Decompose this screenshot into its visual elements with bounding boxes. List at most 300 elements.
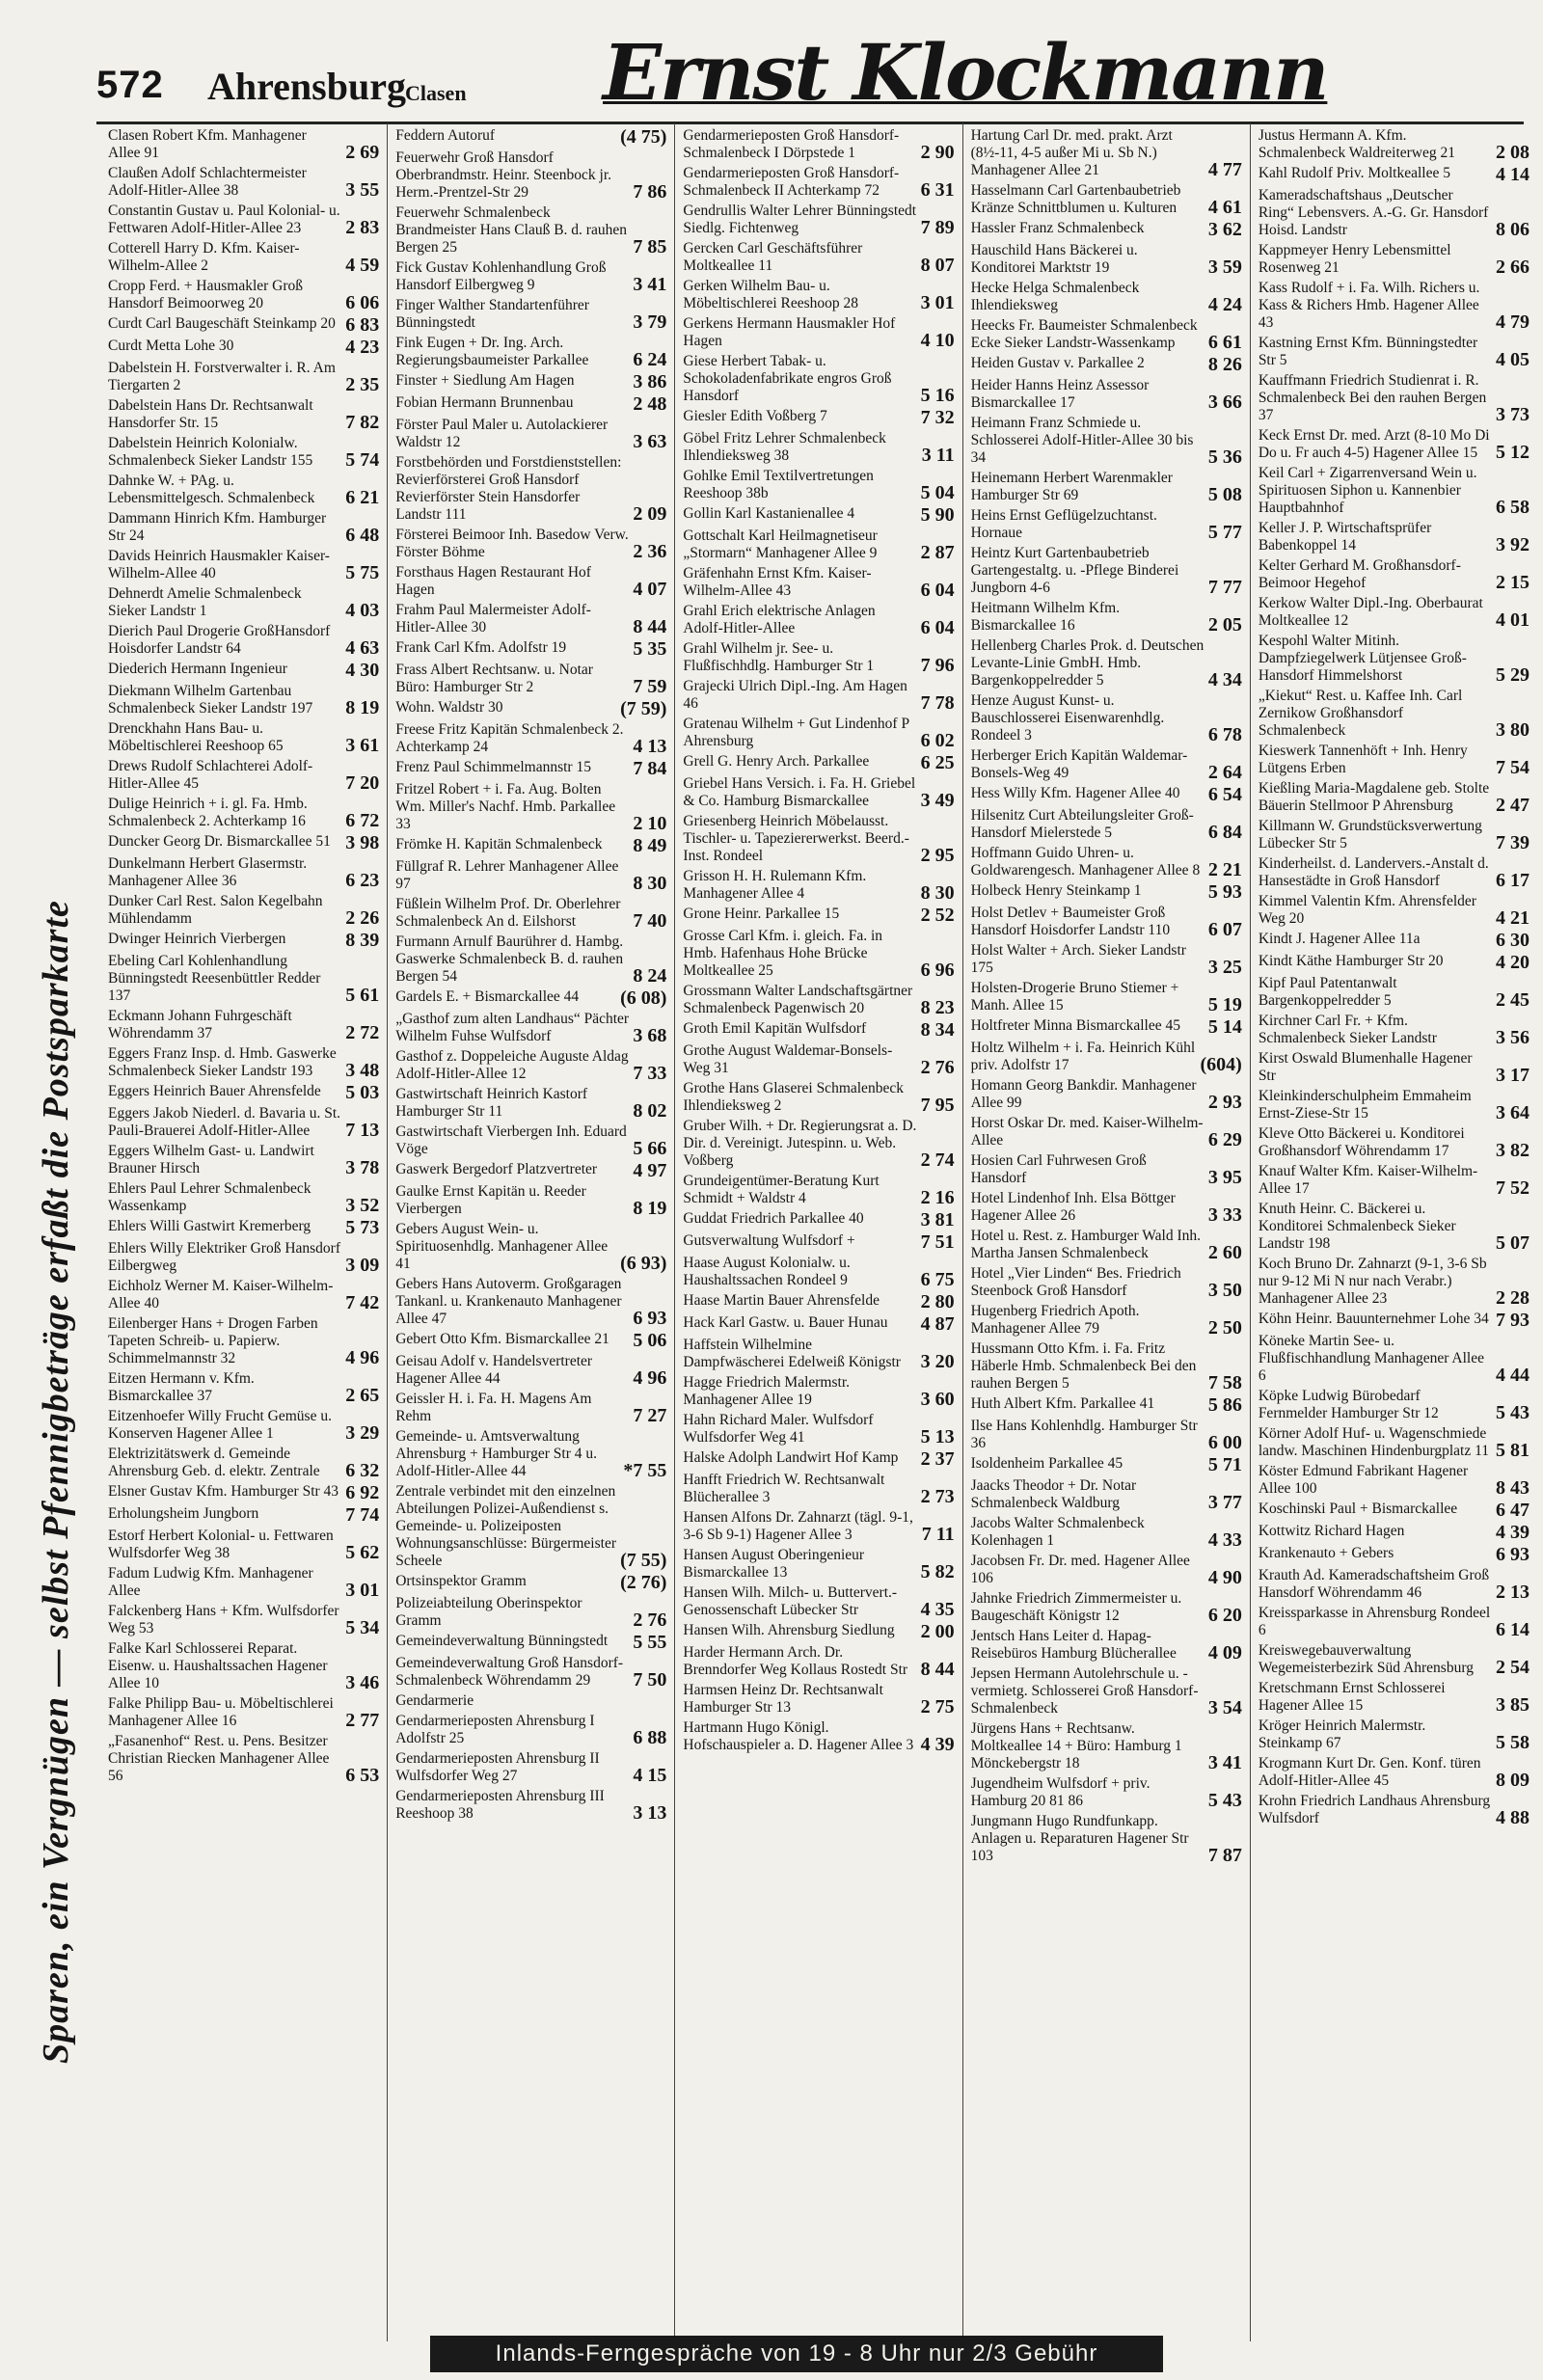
entry-text: Kreissparkasse in Ahrensburg Rondeel 6 bbox=[1258, 1605, 1491, 1638]
directory-entry bbox=[108, 1315, 379, 1367]
entry-phone: 4 21 bbox=[1496, 907, 1530, 929]
directory-entry bbox=[108, 360, 379, 394]
entry-text: Hosien Carl Fuhrwesen Groß Hansdorf bbox=[970, 1152, 1147, 1186]
entry-phone: 6 54 bbox=[1207, 784, 1242, 805]
directory-entry bbox=[971, 1303, 1242, 1338]
directory-entry bbox=[683, 603, 954, 637]
entry-phone: 7 89 bbox=[920, 217, 955, 238]
entry-text: Feddern Autoruf bbox=[395, 127, 496, 144]
entry-phone: 7 51 bbox=[920, 1231, 955, 1253]
entry-text: Kerkow Walter Dipl.-Ing. Oberbaurat Moltkeallee 12 bbox=[1258, 595, 1483, 629]
directory-entry bbox=[108, 1278, 379, 1312]
entry-phone: 4 14 bbox=[1496, 164, 1530, 185]
directory-column bbox=[387, 123, 674, 2341]
entry-phone: 3 62 bbox=[1207, 219, 1242, 240]
entry-phone: 3 13 bbox=[633, 1802, 667, 1824]
entry-phone: 3 61 bbox=[345, 735, 380, 756]
entry-phone: 8 34 bbox=[920, 1019, 955, 1041]
directory-entry bbox=[1259, 427, 1529, 462]
entry-text: Frass Albert Rechtsanw. u. Notar Büro: Hamburger Str 2 bbox=[395, 662, 593, 695]
entry-phone: 3 11 bbox=[921, 445, 955, 466]
directory-entry bbox=[108, 240, 379, 275]
entry-phone: 5 43 bbox=[1207, 1790, 1242, 1811]
directory-entry bbox=[971, 1455, 1242, 1474]
entry-text: Kottwitz Richard Hagen bbox=[1258, 1523, 1405, 1539]
page-number: 572 bbox=[96, 64, 164, 106]
entry-phone: 5 55 bbox=[633, 1632, 667, 1653]
directory-entry bbox=[683, 1292, 954, 1312]
directory-entry bbox=[971, 1590, 1242, 1625]
entry-phone: 3 20 bbox=[920, 1351, 955, 1372]
entry-text: Kirst Oswald Blumenhalle Hagener Str bbox=[1258, 1050, 1473, 1084]
entry-phone: (4 75) bbox=[620, 126, 667, 148]
entry-text: Füßlein Wilhelm Prof. Dr. Oberlehrer Schmalenbeck An d. Eilshorst bbox=[395, 896, 621, 930]
entry-phone: 6 84 bbox=[1207, 822, 1242, 843]
directory-entry bbox=[395, 1221, 666, 1273]
entry-phone: 6 93 bbox=[633, 1308, 667, 1329]
entry-phone: 2 16 bbox=[920, 1187, 955, 1208]
entry-text: Falckenberg Hans + Kfm. Wulfsdorfer Weg 53 bbox=[108, 1603, 339, 1636]
directory-entry bbox=[108, 1083, 379, 1102]
directory-entry bbox=[395, 1183, 666, 1218]
entry-phone: 8 07 bbox=[920, 255, 955, 276]
entry-text: Grajecki Ulrich Dipl.-Ing. Am Hagen 46 bbox=[683, 678, 907, 712]
entry-phone: 6 75 bbox=[920, 1269, 955, 1290]
entry-text: Köhn Heinr. Bauunternehmer Lohe 34 bbox=[1258, 1311, 1489, 1327]
directory-entry bbox=[108, 548, 379, 582]
entry-phone: 8 43 bbox=[1496, 1477, 1530, 1499]
entry-phone: 7 39 bbox=[1496, 832, 1530, 853]
directory-entry bbox=[971, 637, 1242, 690]
entry-text: „Gasthof zum alten Landhaus“ Pächter Wilhelm Fuhse Wulfsdorf bbox=[395, 1011, 630, 1044]
entry-phone: 4 96 bbox=[633, 1367, 667, 1389]
directory-entry bbox=[1259, 520, 1529, 554]
entry-phone: 2 64 bbox=[1207, 762, 1242, 783]
entry-phone: 2 00 bbox=[920, 1621, 955, 1642]
entry-text: Grossmann Walter Landschaftsgärtner Schmalenbeck Pagenwisch 20 bbox=[683, 983, 913, 1016]
entry-phone: 4 09 bbox=[1207, 1642, 1242, 1663]
entry-phone: 7 74 bbox=[345, 1504, 380, 1526]
entry-phone: 3 64 bbox=[1496, 1102, 1530, 1123]
page-header bbox=[96, 27, 1524, 124]
entry-phone: 7 87 bbox=[1207, 1845, 1242, 1866]
entry-text: Gottschalt Karl Heilmagnetiseur „Stormarn“ Manhagener Allee 9 bbox=[683, 527, 878, 561]
entry-phone: 2 15 bbox=[1496, 572, 1530, 593]
entry-phone: 2 66 bbox=[1496, 257, 1530, 278]
directory-entry bbox=[683, 1042, 954, 1077]
entry-phone: 8 19 bbox=[345, 697, 380, 718]
entry-text: Heins Ernst Geflügelzuchtanst. Hornaue bbox=[970, 507, 1157, 541]
entry-phone: (7 55) bbox=[620, 1550, 667, 1571]
directory-entry bbox=[683, 505, 954, 525]
entry-phone: 4 33 bbox=[1207, 1529, 1242, 1551]
entry-phone: 2 65 bbox=[345, 1385, 380, 1406]
entry-phone: 2 77 bbox=[345, 1710, 380, 1731]
entry-phone: 2 36 bbox=[633, 541, 667, 562]
directory-entry bbox=[1259, 780, 1529, 815]
entry-phone: 8 26 bbox=[1207, 354, 1242, 375]
entry-phone: 3 01 bbox=[920, 292, 955, 313]
entry-text: Harmsen Heinz Dr. Rechtsanwalt Hamburger Str 13 bbox=[683, 1682, 883, 1716]
entry-text: Heecks Fr. Baumeister Schmalenbeck Ecke Sieker Landstr-Wassenkamp bbox=[970, 317, 1198, 351]
entry-phone: 6 02 bbox=[920, 730, 955, 751]
entry-phone: 6 29 bbox=[1207, 1129, 1242, 1150]
directory-entry bbox=[108, 435, 379, 470]
entry-phone: 3 82 bbox=[1496, 1140, 1530, 1161]
directory-entry bbox=[1259, 1125, 1529, 1160]
entry-text: Jungmann Hugo Rundfunkapp. Anlagen u. Reparaturen Hagener Str 103 bbox=[970, 1813, 1189, 1864]
directory-entry bbox=[1259, 557, 1529, 592]
entry-text: Ortsinspektor Gramm bbox=[395, 1573, 527, 1589]
directory-entry bbox=[683, 353, 954, 405]
entry-phone: (2 76) bbox=[620, 1572, 667, 1593]
entry-phone: 7 82 bbox=[345, 412, 380, 433]
entry-text: Jahnke Friedrich Zimmermeister u. Baugeschäft Königstr 12 bbox=[970, 1590, 1182, 1624]
entry-text: Fink Eugen + Dr. Ing. Arch. Regierungsbaumeister Parkallee bbox=[395, 335, 589, 368]
entry-phone: 6 14 bbox=[1496, 1619, 1530, 1640]
directory-entry bbox=[971, 1720, 1242, 1772]
range-word: Clasen bbox=[405, 81, 467, 105]
directory-entry bbox=[971, 785, 1242, 804]
directory-entry bbox=[1259, 1311, 1529, 1330]
entry-phone: 2 76 bbox=[920, 1057, 955, 1078]
entry-text: Gruber Wilh. + Dr. Regierungsrat a. D. Dir. d. Vereinigt. Jutespinn. u. Web. Voßberg bbox=[683, 1118, 917, 1169]
entry-phone: 3 66 bbox=[1207, 392, 1242, 413]
entry-phone: 8 44 bbox=[633, 616, 667, 637]
directory-entry bbox=[395, 1788, 666, 1823]
directory-entry bbox=[108, 315, 379, 335]
entry-text: Elektrizitätswerk d. Gemeinde Ahrensburg Geb. d. elektr. Zentrale bbox=[108, 1446, 320, 1479]
entry-phone: 7 40 bbox=[633, 910, 667, 932]
directory-entry bbox=[108, 1370, 379, 1405]
entry-text: Guddat Friedrich Parkallee 40 bbox=[683, 1210, 864, 1227]
entry-text: Fobian Hermann Brunnenbau bbox=[395, 394, 574, 411]
directory-entry bbox=[971, 1813, 1242, 1865]
directory-entry bbox=[971, 507, 1242, 542]
directory-entry bbox=[395, 259, 666, 294]
entry-text: Cotterell Harry D. Kfm. Kaiser-Wilhelm-Allee 2 bbox=[108, 240, 300, 274]
entry-phone: 3 98 bbox=[345, 832, 380, 853]
directory-entry bbox=[1259, 1333, 1529, 1385]
entry-text: Eggers Jakob Niederl. d. Bavaria u. St. Pauli-Brauerei Adolf-Hitler-Allee bbox=[108, 1105, 341, 1139]
entry-text: Koschinski Paul + Bismarckallee bbox=[1258, 1501, 1458, 1517]
entry-text: Estorf Herbert Kolonial- u. Fettwaren Wulfsdorfer Weg 38 bbox=[108, 1528, 334, 1561]
entry-phone: 4 07 bbox=[633, 579, 667, 600]
directory-entry bbox=[395, 1633, 666, 1652]
entry-phone: 2 80 bbox=[920, 1291, 955, 1312]
directory-entry bbox=[395, 858, 666, 893]
entry-text: Frank Carl Kfm. Adolfstr 19 bbox=[395, 639, 567, 656]
entry-phone: 2 75 bbox=[920, 1696, 955, 1717]
directory-columns bbox=[100, 123, 1537, 2341]
directory-entry bbox=[683, 1210, 954, 1230]
entry-text: Grone Heinr. Parkallee 15 bbox=[683, 906, 840, 922]
entry-text: Killmann W. Grundstücksverwertung Lübecker Str 5 bbox=[1258, 818, 1482, 852]
entry-text: Gercken Carl Geschäftsführer Moltkeallee 11 bbox=[683, 240, 863, 274]
entry-text: Gohlke Emil Textilvertretungen Reeshoop 38b bbox=[683, 468, 874, 501]
entry-text: Furmann Arnulf Baurührer d. Hambg. Gaswerke Schmalenbeck B. d. rauhen Bergen 54 bbox=[395, 933, 624, 985]
entry-phone: 6 31 bbox=[920, 179, 955, 201]
entry-text: Hagge Friedrich Malermstr. Manhagener Allee 19 bbox=[683, 1374, 851, 1408]
directory-entry bbox=[395, 1276, 666, 1328]
entry-phone: 2 93 bbox=[1207, 1092, 1242, 1113]
entry-phone: 6 00 bbox=[1207, 1432, 1242, 1453]
entry-text: Holtz Wilhelm + i. Fa. Heinrich Kühl priv. Adolfstr 17 bbox=[970, 1040, 1196, 1073]
entry-text: Feuerwehr Groß Hansdorf Oberbrandmstr. Heinr. Steenbock jr. Herm.-Prentzel-Str 29 bbox=[395, 149, 612, 201]
entry-text: Krauth Ad. Kameradschaftsheim Groß Hansdorf Wöhrendamm 46 bbox=[1258, 1567, 1490, 1601]
entry-text: Holst Detlev + Baumeister Groß Hansdorf Hoisdorfer Landstr 110 bbox=[970, 905, 1171, 938]
entry-text: Dunkelmann Herbert Glasermstr. Manhagener Allee 36 bbox=[108, 855, 308, 889]
directory-entry bbox=[1259, 1388, 1529, 1422]
directory-entry bbox=[108, 758, 379, 793]
entry-phone: 2 28 bbox=[1496, 1287, 1530, 1309]
entry-text: Haase August Kolonialw. u. Haushaltssachen Rondeel 9 bbox=[683, 1255, 851, 1288]
entry-text: Gendarmerieposten Ahrensburg II Wulfsdorfer Weg 27 bbox=[395, 1750, 600, 1784]
entry-text: Eilenberger Hans + Drogen Farben Tapeten Schreib- u. Papierw. Schimmelmannstr 32 bbox=[108, 1315, 318, 1366]
entry-text: Kespohl Walter Mitinh. Dampfziegelwerk Lütjensee Groß-Hansdorf Himmelshorst bbox=[1258, 633, 1467, 684]
directory-entry bbox=[971, 280, 1242, 314]
entry-phone: 5 75 bbox=[345, 562, 380, 583]
entry-phone: 3 55 bbox=[345, 179, 380, 201]
entry-phone: 2 48 bbox=[633, 393, 667, 415]
advertiser-logo: Ernst Klockmann bbox=[603, 27, 1328, 118]
entry-phone: 3 95 bbox=[1207, 1167, 1242, 1188]
entry-text: Huth Albert Kfm. Parkallee 41 bbox=[970, 1395, 1155, 1412]
entry-phone: 8 44 bbox=[920, 1659, 955, 1680]
directory-entry bbox=[395, 1123, 666, 1158]
directory-entry bbox=[971, 1040, 1242, 1074]
entry-phone: 6 23 bbox=[345, 870, 380, 891]
directory-entry bbox=[971, 1665, 1242, 1717]
directory-entry bbox=[971, 127, 1242, 179]
directory-entry bbox=[1259, 1545, 1529, 1564]
directory-entry bbox=[683, 1682, 954, 1717]
directory-entry bbox=[108, 1408, 379, 1443]
directory-entry bbox=[971, 747, 1242, 782]
entry-phone: 8 39 bbox=[345, 930, 380, 951]
entry-text: Ehlers Paul Lehrer Schmalenbeck Wassenkamp bbox=[108, 1180, 311, 1214]
entry-text: Krohn Friedrich Landhaus Ahrensburg Wulfsdorf bbox=[1258, 1793, 1491, 1826]
entry-phone: 5 13 bbox=[920, 1426, 955, 1447]
entry-text: Hilsenitz Curt Abteilungsleiter Groß-Hansdorf Mielerstede 5 bbox=[970, 807, 1194, 841]
directory-entry bbox=[1259, 595, 1529, 630]
directory-entry bbox=[971, 1515, 1242, 1550]
entry-phone: 7 86 bbox=[633, 181, 667, 203]
entry-phone: 6 47 bbox=[1496, 1500, 1530, 1521]
entry-phone: 8 24 bbox=[633, 965, 667, 987]
entry-phone: 3 86 bbox=[633, 371, 667, 392]
entry-phone: 5 74 bbox=[345, 449, 380, 471]
directory-entry bbox=[971, 470, 1242, 504]
directory-entry bbox=[395, 1595, 666, 1630]
directory-entry bbox=[395, 564, 666, 599]
directory-entry bbox=[395, 454, 666, 524]
directory-entry bbox=[683, 928, 954, 980]
directory-entry bbox=[683, 906, 954, 925]
directory-entry bbox=[683, 1080, 954, 1115]
entry-text: Gendrullis Walter Lehrer Bünningstedt Siedlg. Fichtenweg bbox=[683, 203, 917, 236]
directory-entry bbox=[395, 527, 666, 561]
entry-text: Jugendheim Wulfsdorf + priv. Hamburg 20 81 86 bbox=[970, 1775, 1150, 1809]
entry-phone: 7 11 bbox=[921, 1524, 955, 1545]
entry-text: Griesenberg Heinrich Möbelausst. Tischler- u. Tapeziererwerkst. Beerd.-Inst. Rondeel bbox=[683, 813, 909, 864]
entry-text: Kastning Ernst Kfm. Bünningstedter Str 5 bbox=[1258, 335, 1478, 368]
entry-text: Kleve Otto Bäckerei u. Konditorei Großhansdorf Wöhrendamm 17 bbox=[1258, 1125, 1465, 1159]
entry-text: Heider Hanns Heinz Assessor Bismarckallee 17 bbox=[970, 377, 1150, 411]
entry-phone: 6 48 bbox=[345, 525, 380, 546]
entry-text: Körner Adolf Huf- u. Wagenschmiede landw. Maschinen Hindenburgplatz 11 bbox=[1258, 1425, 1490, 1459]
directory-entry bbox=[683, 240, 954, 275]
entry-phone: 7 54 bbox=[1496, 757, 1530, 778]
entry-phone: 4 96 bbox=[345, 1347, 380, 1368]
entry-phone: 7 32 bbox=[920, 407, 955, 428]
entry-text: Hassler Franz Schmalenbeck bbox=[970, 220, 1145, 236]
directory-entry bbox=[1259, 931, 1529, 950]
directory-entry bbox=[395, 836, 666, 855]
directory-entry bbox=[395, 127, 666, 147]
entry-text: Gaulke Ernst Kapitän u. Reeder Vierbergen bbox=[395, 1183, 586, 1217]
entry-text: Curdt Metta Lohe 30 bbox=[108, 338, 234, 354]
entry-phone: 4 63 bbox=[345, 637, 380, 659]
directory-entry bbox=[108, 931, 379, 950]
entry-text: Ehlers Willy Elektriker Groß Hansdorf Eilbergweg bbox=[108, 1240, 340, 1274]
directory-entry bbox=[395, 1353, 666, 1388]
entry-phone: 6 53 bbox=[345, 1765, 380, 1786]
entry-text: Justus Hermann A. Kfm. Schmalenbeck Waldreiterweg 21 bbox=[1258, 127, 1456, 161]
directory-entry bbox=[1259, 1050, 1529, 1085]
directory-entry bbox=[1259, 465, 1529, 517]
entry-text: Kipf Paul Patentanwalt Bargenkoppelredder 5 bbox=[1258, 975, 1397, 1009]
entry-phone: 6 58 bbox=[1496, 497, 1530, 518]
entry-phone: 3 46 bbox=[345, 1672, 380, 1693]
entry-text: Gebert Otto Kfm. Bismarckallee 21 bbox=[395, 1331, 609, 1347]
directory-entry bbox=[395, 417, 666, 451]
entry-text: Heintz Kurt Gartenbaubetrieb Gartengestaltg. u. -Pflege Binderei Jungborn 4-6 bbox=[970, 545, 1179, 596]
entry-text: Hansen Alfons Dr. Zahnarzt (tägl. 9-1, 3-6 Sb 9-1) Hagener Allee 3 bbox=[683, 1509, 913, 1543]
directory-entry bbox=[683, 430, 954, 465]
entry-text: Grisson H. H. Rulemann Kfm. Manhagener Allee 4 bbox=[683, 868, 867, 902]
entry-phone: 2 83 bbox=[345, 217, 380, 238]
entry-text: Hartmann Hugo Königl. Hofschauspieler a. D. Hagener Allee 3 bbox=[683, 1719, 914, 1753]
entry-phone: 2 37 bbox=[920, 1448, 955, 1470]
directory-entry bbox=[971, 1190, 1242, 1225]
entry-phone: 5 04 bbox=[920, 482, 955, 503]
entry-text: Halske Adolph Landwirt Hof Kamp bbox=[683, 1449, 899, 1466]
directory-entry bbox=[683, 716, 954, 750]
entry-text: Horst Oskar Dr. med. Kaiser-Wilhelm-Allee bbox=[970, 1115, 1204, 1149]
directory-entry bbox=[395, 335, 666, 369]
entry-text: Hansen August Oberingenieur Bismarckallee 13 bbox=[683, 1547, 865, 1581]
entry-text: Falke Karl Schlosserei Reparat. Eisenw. u. Haushaltssachen Hagener Allee 10 bbox=[108, 1640, 328, 1691]
entry-phone: 2 76 bbox=[633, 1609, 667, 1631]
entry-phone: 4 15 bbox=[633, 1765, 667, 1786]
entry-text: Hecke Helga Schmalenbeck Ihlendieksweg bbox=[970, 280, 1140, 313]
entry-text: Herberger Erich Kapitän Waldemar-Bonsels-Weg 49 bbox=[970, 747, 1188, 781]
directory-entry bbox=[108, 1180, 379, 1215]
entry-phone: 3 56 bbox=[1496, 1027, 1530, 1048]
entry-text: Dwinger Heinrich Vierbergen bbox=[108, 931, 286, 947]
entry-text: Hauschild Hans Bäckerei u. Konditorei Marktstr 19 bbox=[970, 242, 1138, 276]
entry-phone: 3 17 bbox=[1496, 1065, 1530, 1086]
entry-phone: 3 49 bbox=[920, 790, 955, 811]
entry-phone: 5 61 bbox=[345, 985, 380, 1006]
entry-phone: 6 78 bbox=[1207, 724, 1242, 745]
directory-entry bbox=[683, 775, 954, 810]
entry-text: Gendarmerieposten Groß Hansdorf-Schmalenbeck II Achterkamp 72 bbox=[683, 165, 900, 199]
directory-entry bbox=[971, 1395, 1242, 1415]
entry-text: Eichholz Werner M. Kaiser-Wilhelm-Allee 40 bbox=[108, 1278, 334, 1312]
entry-phone: 5 07 bbox=[1496, 1232, 1530, 1254]
directory-entry bbox=[108, 1218, 379, 1237]
entry-text: „Kiekut“ Rest. u. Kaffee Inh. Carl Zernikow Großhansdorf Schmalenbeck bbox=[1258, 688, 1463, 739]
entry-phone: 2 21 bbox=[1207, 859, 1242, 880]
directory-entry bbox=[108, 1240, 379, 1275]
entry-text: Constantin Gustav u. Paul Kolonial- u. Fettwaren Adolf-Hitler-Allee 23 bbox=[108, 203, 340, 236]
entry-text: Dabelstein Hans Dr. Rechtsanwalt Hansdorfer Str. 15 bbox=[108, 397, 313, 431]
entry-phone: 3 73 bbox=[1496, 404, 1530, 425]
directory-entry bbox=[108, 397, 379, 432]
entry-phone: 7 95 bbox=[920, 1095, 955, 1116]
directory-entry bbox=[683, 1584, 954, 1619]
entry-text: Erholungsheim Jungborn bbox=[108, 1505, 259, 1522]
entry-text: Dierich Paul Drogerie GroßHansdorf Hoisdorfer Landstr 64 bbox=[108, 623, 331, 657]
directory-entry bbox=[108, 1143, 379, 1177]
entry-text: Kauffmann Friedrich Studienrat i. R. Schmalenbeck Bei den rauhen Bergen 37 bbox=[1258, 372, 1487, 423]
entry-text: Göbel Fritz Lehrer Schmalenbeck Ihlendieksweg 38 bbox=[683, 430, 886, 464]
entry-phone: 6 93 bbox=[1496, 1544, 1530, 1565]
directory-entry bbox=[108, 1045, 379, 1080]
entry-text: Hess Willy Kfm. Hagener Allee 40 bbox=[970, 785, 1180, 801]
directory-entry bbox=[395, 394, 666, 414]
directory-entry bbox=[1259, 1567, 1529, 1602]
entry-phone: 8 30 bbox=[920, 882, 955, 904]
directory-entry bbox=[683, 165, 954, 200]
entry-text: Krankenauto + Gebers bbox=[1258, 1545, 1394, 1561]
entry-phone: 8 30 bbox=[633, 873, 667, 894]
entry-text: Grothe August Waldemar-Bonsels-Weg 31 bbox=[683, 1042, 893, 1076]
directory-entry bbox=[108, 1528, 379, 1562]
entry-text: „Fasanenhof“ Rest. u. Pens. Besitzer Christian Riecken Manhagener Allee 56 bbox=[108, 1733, 330, 1784]
entry-text: Grahl Erich elektrische Anlagen Adolf-Hitler-Allee bbox=[683, 603, 876, 636]
entry-phone: 4 10 bbox=[920, 330, 955, 351]
entry-phone: 5 77 bbox=[1207, 522, 1242, 543]
entry-text: Curdt Carl Baugeschäft Steinkamp 20 bbox=[108, 315, 336, 332]
directory-entry bbox=[971, 1418, 1242, 1452]
entry-phone: 5 29 bbox=[1496, 664, 1530, 686]
entry-text: Eitzenhoefer Willy Frucht Gemüse u. Konserven Hagener Allee 1 bbox=[108, 1408, 332, 1442]
entry-phone: 8 06 bbox=[1496, 219, 1530, 240]
directory-entry bbox=[1259, 1717, 1529, 1752]
directory-entry bbox=[395, 1428, 666, 1480]
entry-text: Gollin Karl Kastanienallee 4 bbox=[683, 505, 855, 522]
entry-phone: 4 88 bbox=[1496, 1807, 1530, 1828]
directory-entry bbox=[108, 585, 379, 620]
directory-entry bbox=[971, 1228, 1242, 1262]
entry-text: Henze August Kunst- u. Bauschlosserei Eisenwarenhdlg. Rondeel 3 bbox=[970, 692, 1165, 744]
entry-text: Dahnke W. + PAg. u. Lebensmittelgesch. Schmalenbeck bbox=[108, 473, 315, 506]
entry-phone: 4 34 bbox=[1207, 669, 1242, 690]
entry-phone: 8 09 bbox=[1496, 1770, 1530, 1791]
entry-phone: 7 77 bbox=[1207, 577, 1242, 598]
entry-phone: 4 05 bbox=[1496, 349, 1530, 370]
entry-phone: 8 49 bbox=[633, 835, 667, 856]
entry-phone: 5 35 bbox=[633, 638, 667, 660]
entry-text: Gemeindeverwaltung Bünningstedt bbox=[395, 1633, 609, 1649]
entry-phone: 6 24 bbox=[633, 349, 667, 370]
entry-phone: 2 54 bbox=[1496, 1657, 1530, 1678]
directory-entry bbox=[108, 203, 379, 237]
directory-entry bbox=[395, 297, 666, 332]
